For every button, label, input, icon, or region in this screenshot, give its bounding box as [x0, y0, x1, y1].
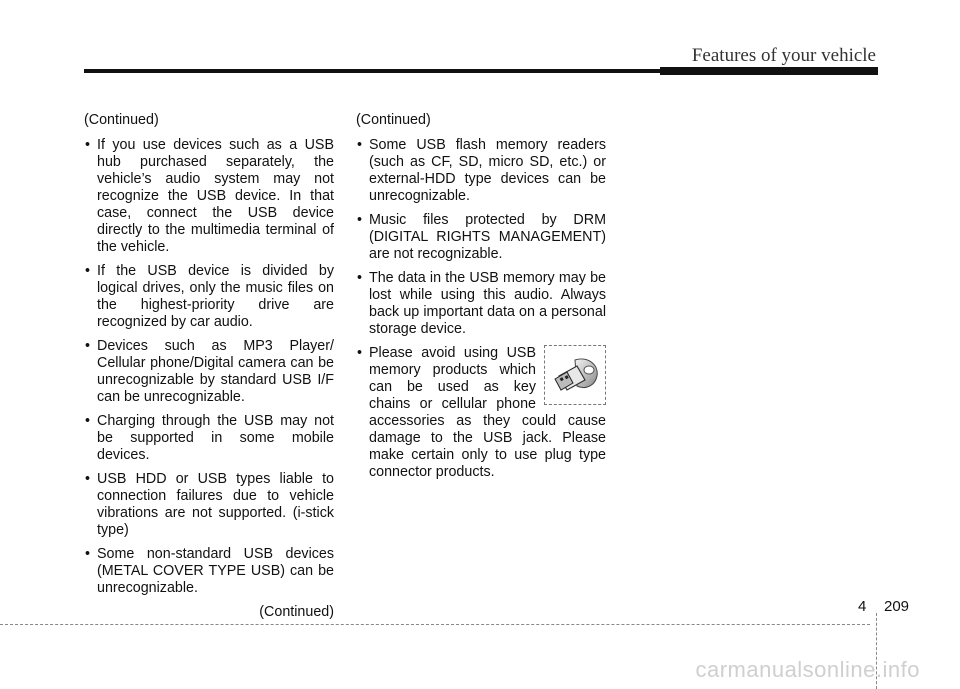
- usb-keychain-figure: [544, 345, 606, 405]
- continued-label-top: (Continued): [84, 112, 159, 128]
- section-title: Features of your vehicle: [691, 45, 876, 66]
- list-item-text: Please avoid using USB memory products which can be used as key chains or cellular phone accessories as they could cause damage to the USB jack. Please make certain only to use plug type connector products.: [369, 345, 606, 480]
- list-item-with-figure: [356, 345, 606, 481]
- list-item: • If the USB device is divided by logical drives, only the music files on the highest-priority drive are recognized by car audio.: [84, 263, 334, 331]
- list-item: • The data in the USB memory may be lost while using this audio. Always back up important data on a personal storage device.: [356, 270, 606, 338]
- chapter-number: 4: [858, 598, 867, 615]
- left-bullet-list: [84, 137, 334, 597]
- left-column: [84, 112, 334, 621]
- list-item: • Devices such as MP3 Player/ Cellular phone/Digital camera can be unrecognizable by standard USB I/F can be unrecognizable.: [84, 338, 334, 406]
- list-item: • Some non-standard USB devices (METAL COVER TYPE USB) can be unrecognizable.: [84, 546, 334, 597]
- list-item: • Music files protected by DRM (DIGITAL RIGHTS MANAGEMENT) are not recognizable.: [356, 212, 606, 263]
- list-item: • USB HDD or USB types liable to connection failures due to vehicle vibrations are not supported. (i-stick type): [84, 471, 334, 539]
- list-item: • Charging through the USB may not be supported in some mobile devices.: [84, 413, 334, 464]
- right-column: [356, 112, 606, 488]
- header-rule-accent: [660, 67, 878, 75]
- continued-label-bottom: (Continued): [259, 604, 334, 620]
- continued-label-top: (Continued): [356, 112, 431, 128]
- footer-dashed-rule: [0, 624, 870, 625]
- usb-keychain-icon: [545, 346, 605, 404]
- list-item: • Some USB flash memory readers (such as CF, SD, micro SD, etc.) or external-HDD type devices can be unrecognizable.: [356, 137, 606, 205]
- page-number: 209: [884, 598, 910, 615]
- list-item: • If you use devices such as a USB hub purchased separately, the vehicle’s audio system may not recognize the USB device. In that case, connect the USB device directly to the multimedia terminal of the vehicle.: [84, 137, 334, 256]
- watermark: carmanualsonline.info: [695, 657, 920, 682]
- right-bullet-list: [356, 137, 606, 481]
